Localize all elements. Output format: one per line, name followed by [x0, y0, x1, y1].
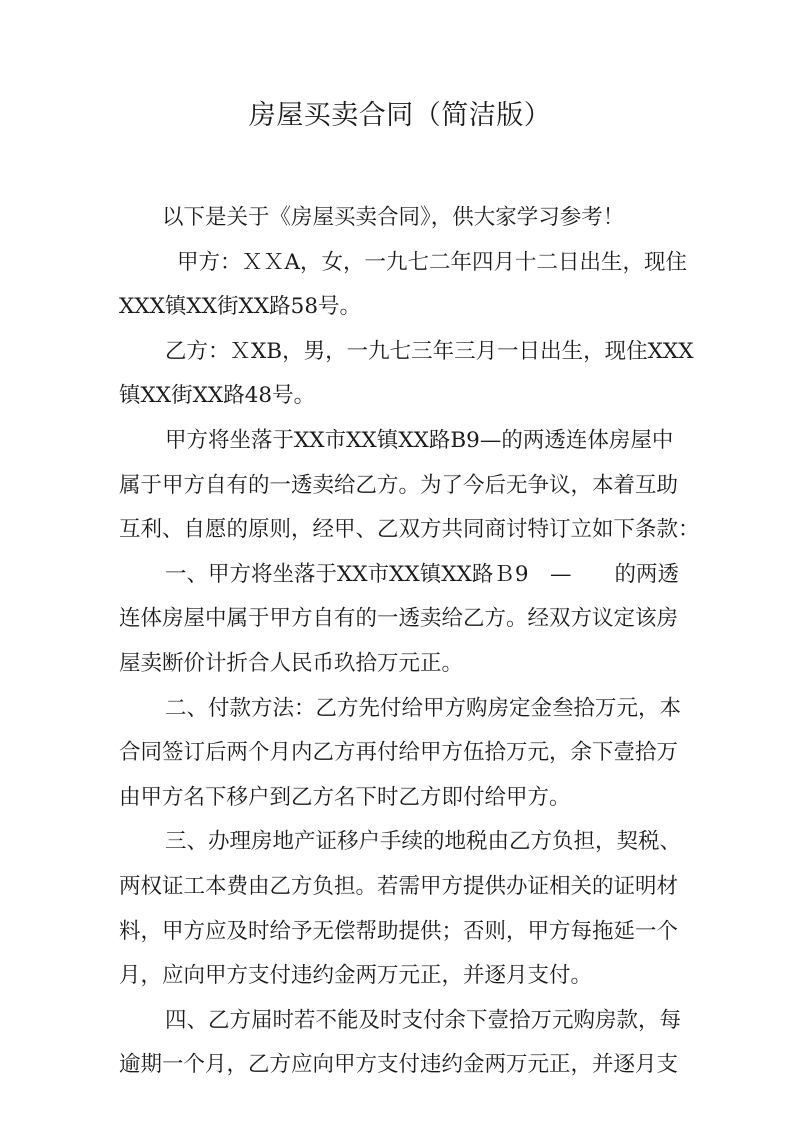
- paragraph-line: 两权证工本费由乙方负担。若需甲方提供办证相关的证明材: [119, 873, 679, 899]
- paragraph-line: 属于甲方自有的一透卖给乙方。为了今后无争议，本着互助: [119, 472, 679, 498]
- paragraph-line: 三、办理房地产证移户手续的地税由乙方负担，契税、: [165, 829, 682, 855]
- paragraph-line: 合同签订后两个月内乙方再付给甲方伍拾万元，余下壹拾万: [119, 740, 679, 766]
- paragraph-line: 甲方将坐落于XX市XX镇XX路B9—的两透连体房屋中: [165, 427, 674, 453]
- paragraph-preamble: [119, 419, 700, 553]
- paragraph-line: 四、乙方届时若不能及时支付余下壹拾万元购房款，每: [165, 1007, 682, 1033]
- paragraph-clause-2: [119, 687, 685, 821]
- paragraph-line: 二、付款方法：乙方先付给甲方购房定金叁拾万元，本: [165, 695, 682, 721]
- paragraph-line: 甲方：ＸＸA，女，一九七二年四月十二日出生，现住: [177, 249, 688, 275]
- paragraph-party-a: [119, 241, 688, 330]
- paragraph-line: 逾期一个月，乙方应向甲方支付违约金两万元正，并逐月支: [119, 1052, 679, 1078]
- paragraph-line: 乙方：ＸXB，男，一九七三年三月一日出生，现住XXX: [165, 338, 694, 364]
- paragraph-clause-3: [119, 820, 685, 998]
- paragraph-line: 镇XX街XX路48号。: [119, 383, 316, 409]
- paragraph-line: 屋卖断价计折合人民币玖拾万元正。: [119, 650, 464, 676]
- paragraph-clause-4: [119, 999, 685, 1088]
- paragraph-line: 月，应向甲方支付违约金两万元正，并逐月支付。: [119, 963, 593, 989]
- paragraph-party-b: [119, 330, 694, 419]
- paragraph-line: 一、甲方将坐落于XX市XX镇XX路Ｂ9 — 的两透: [165, 561, 680, 587]
- document-title: 房屋买卖合同（简洁版）: [248, 100, 552, 131]
- paragraph-clause-1: [119, 553, 685, 687]
- paragraph-line: 互利、自愿的原则，经甲、乙双方共同商讨特订立如下条款：: [119, 517, 700, 543]
- paragraph-line: 连体房屋中属于甲方自有的一透卖给乙方。经双方议定该房: [119, 606, 679, 632]
- paragraph-line: XXX镇XX街XX路58号。: [119, 294, 362, 320]
- paragraph-line: 料，甲方应及时给予无偿帮助提供；否则，甲方每拖延一个: [119, 918, 679, 944]
- paragraph-intro: [119, 196, 685, 241]
- document-body: [119, 196, 700, 1088]
- paragraph-line: 以下是关于《房屋买卖合同》，供大家学习参考！: [162, 205, 625, 230]
- paragraph-line: 由甲方名下移户到乙方名下时乙方即付给甲方。: [119, 784, 571, 810]
